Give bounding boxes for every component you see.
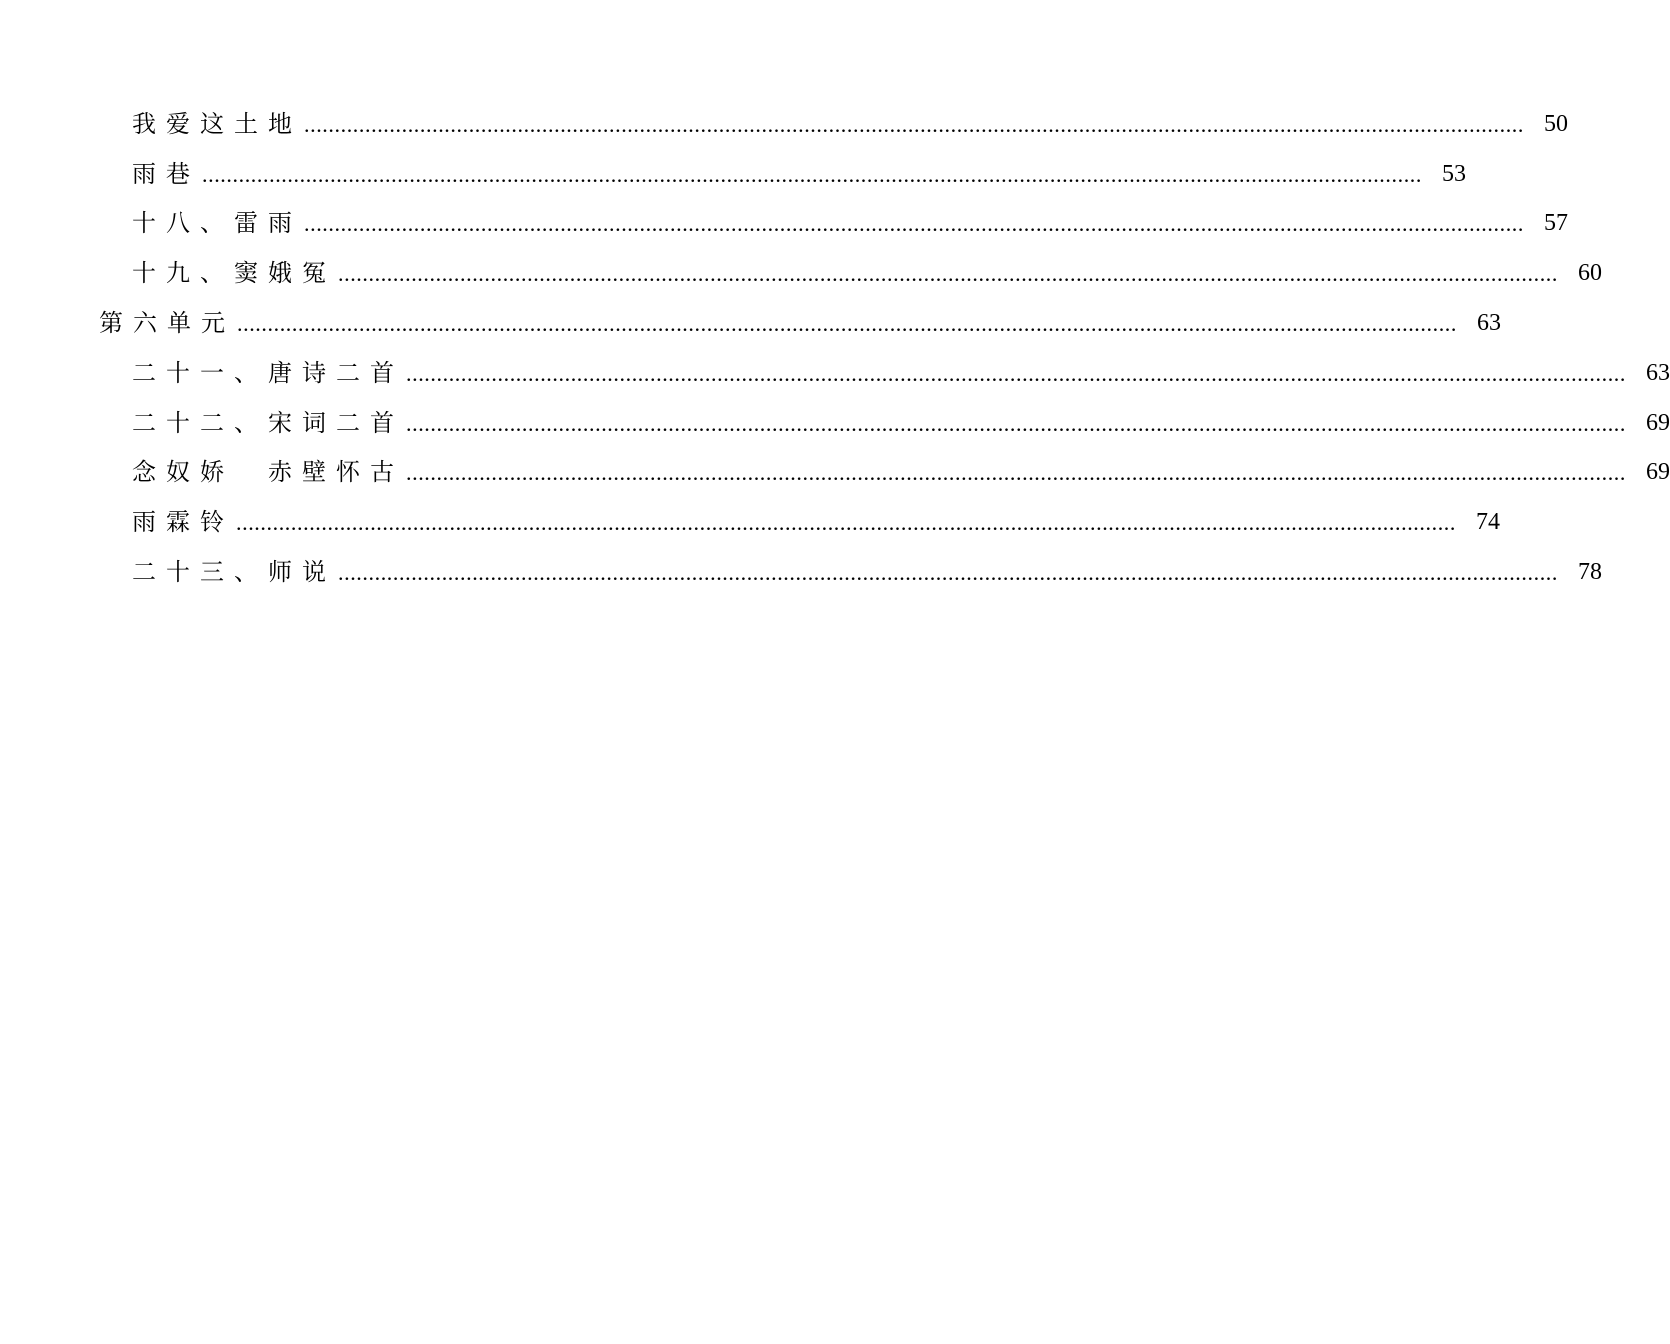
toc-entry[interactable] (0, 547, 1602, 597)
toc-dot-leader: ........................................................................................................................................................................................................ (406, 360, 1626, 386)
toc-entry-title: 十九、窦娥冤 (132, 259, 336, 288)
toc-dot-leader: ........................................................................................................................................................................................................ (338, 261, 1558, 287)
toc-entry-page: 69 (1646, 409, 1670, 436)
toc-dot-leader: ........................................................................................................................................................................................................ (237, 311, 1457, 337)
toc-dot-leader: ........................................................................................................................................................................................................ (406, 460, 1626, 486)
toc-entry-title: 十八、雷雨 (132, 209, 302, 238)
toc-dot-leader: ........................................................................................................................................................................................................ (406, 410, 1626, 436)
toc-entry[interactable] (0, 199, 1568, 249)
toc-entry[interactable] (0, 398, 1670, 448)
toc-dot-leader: ........................................................................................................................................................................................................ (304, 211, 1524, 237)
toc-entry-title: 二十一、唐诗二首 (132, 358, 404, 387)
toc-entry[interactable] (0, 149, 1466, 199)
toc-entry-title: 二十二、宋词二首 (132, 408, 404, 437)
toc-entry[interactable] (0, 248, 1602, 298)
toc-entry-page: 57 (1544, 210, 1568, 237)
toc-entry-title: 二十三、师说 (132, 558, 336, 587)
toc-entry-page: 69 (1646, 459, 1670, 486)
toc-entry-title: 念奴娇 赤壁怀古 (132, 458, 404, 487)
toc-dot-leader: ........................................................................................................................................................................................................ (304, 111, 1524, 137)
toc-entry[interactable] (0, 497, 1500, 547)
toc-entry[interactable] (0, 448, 1670, 498)
toc-dot-leader: ........................................................................................................................................................................................................ (236, 510, 1456, 536)
toc-dot-leader: ........................................................................................................................................................................................................ (338, 560, 1558, 586)
toc-entry-title: 我爱这土地 (132, 109, 302, 138)
toc-entry-page: 74 (1476, 509, 1500, 536)
toc-section-entry[interactable] (0, 298, 1501, 348)
toc-section-title: 第六单元 (99, 309, 235, 338)
toc-entry-page: 63 (1646, 359, 1670, 386)
toc-entry-title: 雨霖铃 (132, 508, 234, 537)
toc-entry[interactable] (0, 99, 1568, 149)
toc-entry-page: 50 (1544, 110, 1568, 137)
toc-entry-title: 雨巷 (132, 159, 200, 188)
toc-entry-page: 53 (1442, 160, 1466, 187)
toc-entry-page: 63 (1477, 310, 1501, 337)
toc-dot-leader: ........................................................................................................................................................................................................ (202, 161, 1422, 187)
toc-entry[interactable] (0, 348, 1670, 398)
toc-entry-page: 60 (1578, 260, 1602, 287)
table-of-contents (0, 99, 1670, 597)
toc-entry-page: 78 (1578, 559, 1602, 586)
